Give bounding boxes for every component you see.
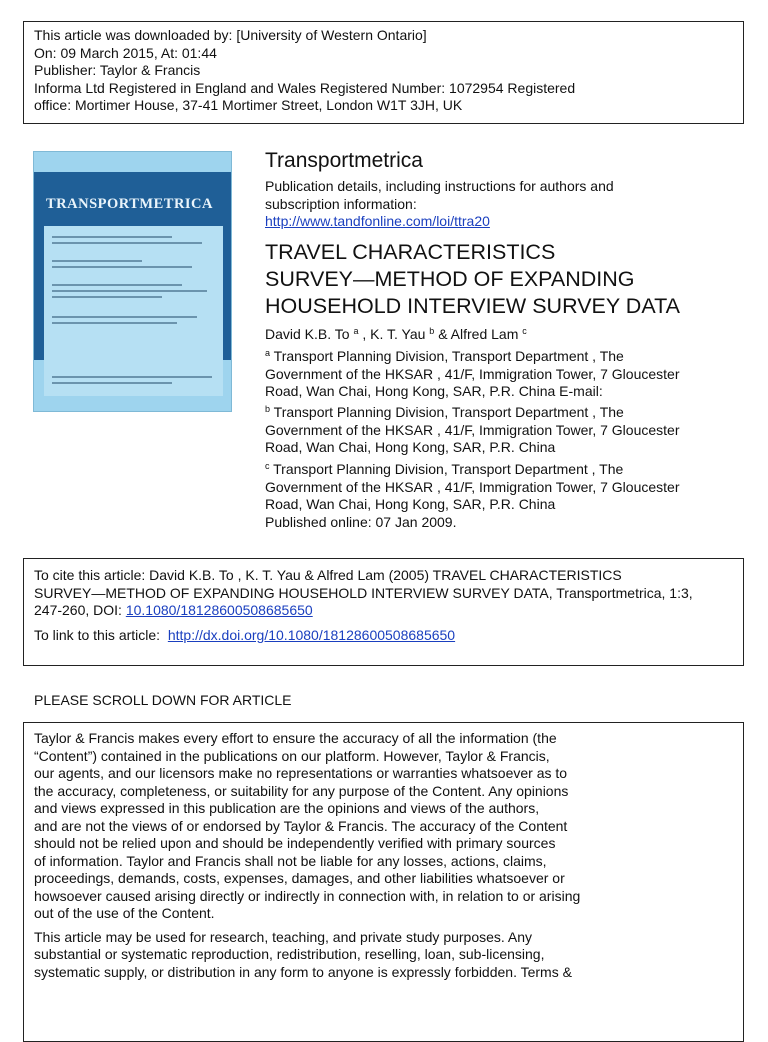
journal-url-link[interactable]: http://www.tandfonline.com/loi/ttra20 bbox=[265, 213, 490, 229]
cover-text-line bbox=[52, 376, 212, 378]
download-line: office: Mortimer House, 37-41 Mortimer Street, London W1T 3JH, UK bbox=[34, 97, 463, 113]
disclaimer-line: howsoever caused arising directly or indirectly in connection with, in relation to or arising bbox=[34, 887, 581, 904]
author-name: & Alfred Lam bbox=[438, 326, 519, 342]
author-list bbox=[265, 326, 527, 344]
disclaimer-line: Taylor & Francis makes every effort to ensure the accuracy of all the information (the bbox=[34, 730, 557, 746]
scroll-notice: PLEASE SCROLL DOWN FOR ARTICLE bbox=[34, 692, 292, 708]
article-title-line: HOUSEHOLD INTERVIEW SURVEY DATA bbox=[265, 294, 680, 318]
citation-box bbox=[23, 558, 744, 666]
cover-text-line bbox=[52, 236, 172, 238]
affiliation-line: Government of the HKSAR , 41/F, Immigration Tower, 7 Gloucester bbox=[265, 421, 680, 438]
affiliation-marker: a bbox=[265, 348, 271, 358]
citation-line: SURVEY—METHOD OF EXPANDING HOUSEHOLD INTERVIEW SURVEY DATA, Transportmetrica, 1:3, bbox=[34, 584, 693, 601]
disclaimer-line: our agents, and our licensors make no representations or warranties whatsoever as to bbox=[34, 765, 568, 781]
cover-contents-panel bbox=[44, 226, 223, 396]
publication-details bbox=[265, 178, 614, 231]
affiliation-line: Government of the HKSAR , 41/F, Immigration Tower, 7 Gloucester bbox=[265, 365, 680, 382]
cover-text-line bbox=[52, 284, 182, 286]
download-line: This article was downloaded by: [University of Western Ontario] bbox=[34, 27, 427, 43]
cover-text-line bbox=[52, 260, 142, 262]
cover-title: TRANSPORTMETRICA bbox=[46, 196, 214, 212]
cover-text-line bbox=[52, 266, 192, 268]
author-name: , K. T. Yau bbox=[362, 326, 426, 342]
affiliation-b bbox=[265, 404, 679, 457]
affiliation-marker: c bbox=[522, 326, 527, 336]
cover-text-line bbox=[52, 242, 202, 244]
cover-text-line bbox=[52, 290, 207, 292]
citation-line: 247-260, DOI: bbox=[34, 602, 122, 618]
affiliation-line: Road, Wan Chai, Hong Kong, SAR, P.R. China bbox=[265, 496, 556, 512]
disclaimer-line: of information. Taylor and Francis shall not be liable for any losses, actions, claims, bbox=[34, 852, 547, 869]
article-title-line: SURVEY—METHOD OF EXPANDING bbox=[265, 267, 635, 291]
download-line: On: 09 March 2015, At: 01:44 bbox=[34, 44, 217, 61]
disclaimer-line: substantial or systematic reproduction, redistribution, reselling, loan, sub-licensing, bbox=[34, 946, 545, 962]
disclaimer-line: This article may be used for research, teaching, and private study purposes. Any bbox=[34, 928, 533, 945]
citation-line: To cite this article: David K.B. To , K. T. Yau & Alfred Lam (2005) TRAVEL CHARACTERISTICS bbox=[34, 567, 622, 583]
affiliation-line: Government of the HKSAR , 41/F, Immigration Tower, 7 Gloucester bbox=[265, 478, 680, 495]
affiliation-line: Transport Planning Division, Transport Department , The bbox=[273, 348, 624, 364]
cover-text-line bbox=[52, 316, 197, 318]
details-line: subscription information: bbox=[265, 195, 417, 212]
article-url-link[interactable]: http://dx.doi.org/10.1080/18128600508685650 bbox=[167, 626, 456, 643]
cover-text-line bbox=[52, 296, 162, 298]
download-line: Informa Ltd Registered in England and Wales Registered Number: 1072954 Registered bbox=[34, 79, 576, 96]
disclaimer-paragraph bbox=[34, 929, 733, 982]
link-label: To link to this article: bbox=[34, 626, 161, 643]
affiliation-marker: b bbox=[265, 404, 271, 414]
disclaimer-line: systematic supply, or distribution in any form to anyone is expressly forbidden. Terms & bbox=[34, 963, 572, 980]
doi-link[interactable]: 10.1080/18128600508685650 bbox=[125, 602, 313, 618]
journal-title: Transportmetrica bbox=[265, 149, 423, 172]
published-online: Published online: 07 Jan 2009. bbox=[265, 513, 457, 530]
disclaimer-line: out of the use of the Content. bbox=[34, 905, 215, 921]
disclaimer-line: proceedings, demands, costs, expenses, damages, and other liabilities whatsoever or bbox=[34, 870, 565, 886]
disclaimer-line: the accuracy, completeness, or suitability for any purpose of the Content. Any opinions bbox=[34, 782, 569, 799]
affiliation-a bbox=[265, 348, 679, 401]
disclaimer-box bbox=[23, 722, 744, 1042]
affiliation-marker: c bbox=[265, 461, 270, 471]
download-line: Publisher: Taylor & Francis bbox=[34, 62, 201, 78]
affiliation-marker: b bbox=[429, 326, 435, 336]
cover-text-line bbox=[52, 322, 177, 324]
affiliation-line: Transport Planning Division, Transport Department , The bbox=[273, 461, 624, 477]
disclaimer-line: “Content”) contained in the publications on our platform. However, Taylor & Francis, bbox=[34, 747, 550, 764]
disclaimer-line: and views expressed in this publication are the opinions and views of the authors, bbox=[34, 800, 540, 816]
download-info-box bbox=[23, 21, 744, 124]
journal-cover-image bbox=[33, 151, 232, 412]
article-title-line: TRAVEL CHARACTERISTICS bbox=[265, 240, 556, 264]
affiliation-line: Road, Wan Chai, Hong Kong, SAR, P.R. China E-mail: bbox=[265, 383, 603, 399]
disclaimer-line: should not be relied upon and should be independently verified with primary sources bbox=[34, 835, 556, 851]
author-name: David K.B. To bbox=[265, 326, 350, 342]
article-title bbox=[265, 239, 680, 320]
affiliation-c bbox=[265, 461, 679, 531]
disclaimer-paragraph bbox=[34, 730, 733, 923]
disclaimer-line: and are not the views of or endorsed by Taylor & Francis. The accuracy of the Content bbox=[34, 817, 568, 834]
cover-text-line bbox=[52, 382, 172, 384]
affiliation-line: Transport Planning Division, Transport Department , The bbox=[273, 404, 624, 420]
affiliation-marker: a bbox=[353, 326, 359, 336]
affiliation-line: Road, Wan Chai, Hong Kong, SAR, P.R. China bbox=[265, 439, 556, 455]
details-line: Publication details, including instructions for authors and bbox=[265, 178, 614, 194]
